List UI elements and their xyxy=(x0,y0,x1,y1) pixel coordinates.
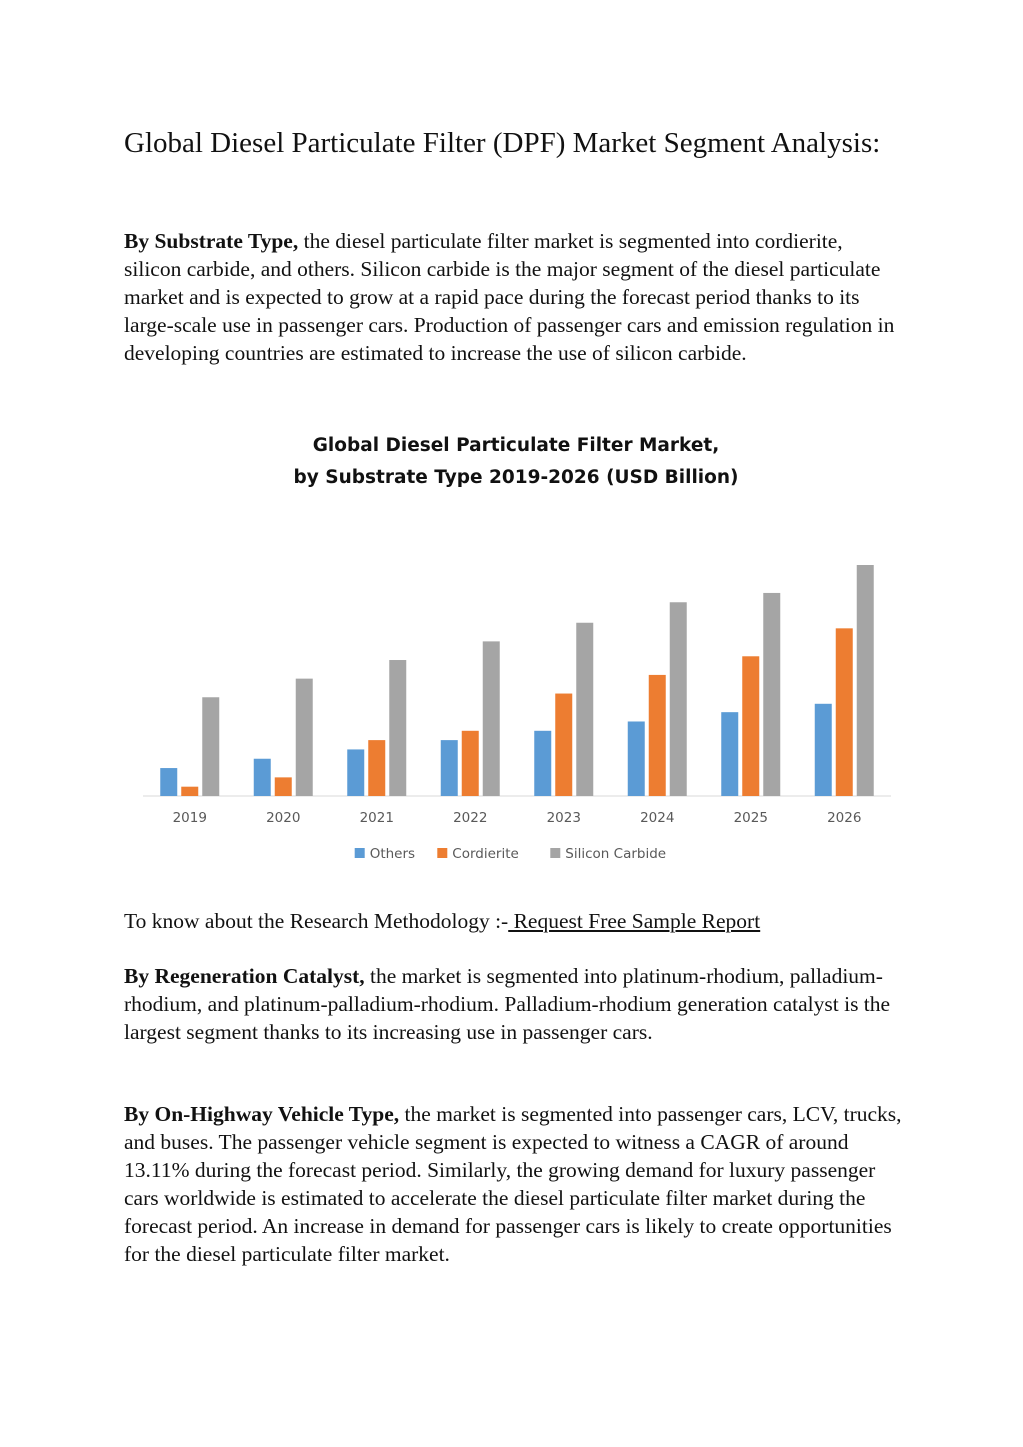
legend-label: Cordierite xyxy=(452,846,519,862)
bar-cordierite-2020 xyxy=(275,777,292,796)
bar-cordierite-2025 xyxy=(742,656,759,796)
bar-others-2026 xyxy=(815,704,832,796)
x-tick-label: 2019 xyxy=(172,810,207,826)
methodology-paragraph xyxy=(124,907,904,935)
bar-silicon-carbide-2020 xyxy=(296,679,313,796)
page-title: Global Diesel Particulate Filter (DPF) Market Segment Analysis: xyxy=(124,127,881,159)
x-tick-label: 2022 xyxy=(453,810,488,826)
legend-label: Others xyxy=(369,846,416,862)
regeneration-lead: By Regeneration Catalyst, xyxy=(124,964,365,988)
bar-silicon-carbide-2023 xyxy=(576,623,593,796)
bar-others-2024 xyxy=(628,721,645,796)
legend-swatch-others xyxy=(355,848,365,858)
bar-silicon-carbide-2024 xyxy=(670,602,687,796)
bar-others-2021 xyxy=(347,749,364,796)
highway-lead: By On-Highway Vehicle Type, xyxy=(124,1102,400,1126)
request-sample-link[interactable]: Request Free Sample Report xyxy=(508,909,761,933)
highway-text: the market is segmented into passenger cars, LCV, trucks, and buses. The passenger vehicle segment is expected to witness a CAGR of around 13.11% during the forecast period. Similarly, the growing demand for luxury passenger cars worldwide is estimated to accelerate the diesel particulate filter market during the forecast period. An increase in demand for passenger cars is likely to create opportunities for the diesel particulate filter market. xyxy=(124,1102,902,1266)
x-tick-label: 2024 xyxy=(640,810,675,826)
x-tick-label: 2020 xyxy=(266,810,301,826)
x-tick-label: 2026 xyxy=(827,810,862,826)
bar-silicon-carbide-2026 xyxy=(857,565,874,796)
x-tick-label: 2023 xyxy=(546,810,581,826)
bar-silicon-carbide-2025 xyxy=(763,593,780,796)
bar-cordierite-2024 xyxy=(649,675,666,796)
bar-silicon-carbide-2022 xyxy=(483,641,500,796)
bar-silicon-carbide-2021 xyxy=(389,660,406,796)
bar-cordierite-2019 xyxy=(181,787,198,796)
methodology-text: To know about the Research Methodology :- xyxy=(124,909,509,933)
legend-swatch-silicon-carbide xyxy=(550,848,560,858)
substrate-paragraph xyxy=(124,227,904,367)
bar-others-2025 xyxy=(721,712,738,796)
bar-cordierite-2022 xyxy=(462,731,479,796)
bar-chart xyxy=(0,420,1023,890)
bar-others-2022 xyxy=(441,740,458,796)
bar-others-2019 xyxy=(160,768,177,796)
bar-cordierite-2023 xyxy=(555,694,572,796)
legend-swatch-cordierite xyxy=(437,848,447,858)
legend-label: Silicon Carbide xyxy=(565,846,667,862)
chart-title-line2: by Substrate Type 2019-2026 (USD Billion) xyxy=(293,467,739,488)
regeneration-text: the market is segmented into platinum-rhodium, palladium-rhodium, and platinum-palladium-rhodium. Palladium-rhodium generation catalyst is the largest segment thanks to its increasing use in passenger cars. xyxy=(124,964,891,1044)
highway-paragraph xyxy=(124,1100,904,1268)
x-tick-label: 2025 xyxy=(733,810,768,826)
chart-title-line1: Global Diesel Particulate Filter Market, xyxy=(312,435,720,456)
bar-others-2023 xyxy=(534,731,551,796)
bar-cordierite-2026 xyxy=(836,628,853,796)
bar-cordierite-2021 xyxy=(368,740,385,796)
bar-silicon-carbide-2019 xyxy=(202,697,219,796)
substrate-text: the diesel particulate filter market is segmented into cordierite, silicon carbide, and others. Silicon carbide is the major segment of the diesel particulate market and is expected to grow at a rapid pace during the forecast period thanks to its large-scale use in passenger cars. Production of passenger cars and emission regulation in developing countries are estimated to increase the use of silicon carbide. xyxy=(124,229,895,365)
substrate-lead: By Substrate Type, xyxy=(124,229,299,253)
regeneration-paragraph xyxy=(124,962,904,1046)
bar-others-2020 xyxy=(254,759,271,796)
x-tick-label: 2021 xyxy=(359,810,394,826)
